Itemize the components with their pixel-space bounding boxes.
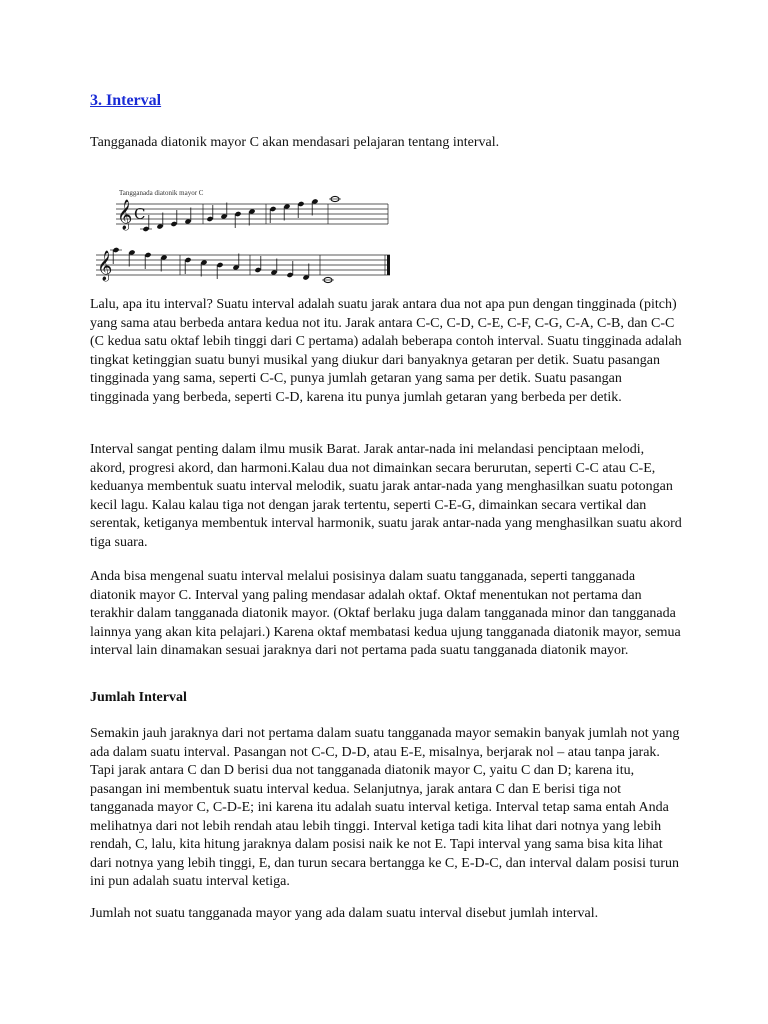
final-bar-line <box>387 255 390 275</box>
staff-ascending <box>116 196 388 232</box>
music-staff-image <box>90 186 400 286</box>
staff-descending <box>96 247 390 283</box>
score-caption: Tangganada diatonik mayor C <box>119 189 204 197</box>
time-signature: C <box>134 205 146 223</box>
paragraph-interval-octave: Anda bisa mengenal suatu interval melalui posisinya dalam suatu tangganada, seperti tangganada diatonik mayor C. Interval yang paling mendasar adalah oktaf. Oktaf menentukan not pertama dan terakhir dalam tangganada diatonik mayor. (Oktaf berlaku juga dalam tangganada minor dan tangganada lainnya yang akan kita pelajari.) Karena oktaf membatasi kedua ujung tangganada diatonik mayor, semua interval lain dinamakan sesuai jaraknya dari not pertama pada suatu tangganada diatonik mayor. <box>90 569 681 658</box>
treble-clef-icon: 𝄞 <box>97 251 113 281</box>
c-major-scale-score <box>90 186 400 286</box>
section-heading-link[interactable]: 3. Interval <box>90 92 162 109</box>
paragraph-interval-count: Semakin jauh jaraknya dari not pertama dalam suatu tangganada mayor semakin banyak jumlah not yang ada dalam suatu interval. Pasangan not C-C, D-D, atau E-E, misalnya, berjarak nol – atau tanpa jarak. Tapi jarak antara C dan D berisi dua not tangganada diatonik mayor C, yaitu C dan D; karena itu, pasangan ini membentuk suatu interval kedua. Selanjutnya, jarak antara C dan E berisi tiga not tangganada mayor C, C-D-E; ini karena itu adalah suatu interval ketiga. Interval tetap sama entah Anda melihatnya dari not lebih rendah atau lebih tinggi. Interval ketiga tadi kita lihat dari notnya yang lebih rendah, C, lalu, kita hitung jaraknya dalam posisi naik ke not E. Tapi interval yang sama bisa kita lihat dari notnya yang lebih tinggi, E, dan turun secara bertangga ke C, E-D-C, dan interval dalam posisi turun ini pun adalah suatu interval ketiga. <box>90 726 680 889</box>
treble-clef-icon: 𝄞 <box>117 200 133 230</box>
subheading-jumlah-interval: Jumlah Interval <box>90 690 187 705</box>
paragraph-interval-importance: Interval sangat penting dalam ilmu musik Barat. Jarak antar-nada ini melandasi penciptaan melodi, akord, progresi akord, dan harmoni.Kalau dua not dimainkan secara berurutan, seperti C-C atau C-E, keduanya membentuk suatu interval melodik, suatu jarak antar-nada yang menghasilkan suatu potongan kecil lagu. Kalau kalau tiga not dengan jarak tertentu, seperti C-E-G, dimainkan secara vertikal dan serentak, ketiganya membentuk interval harmonik, suatu jarak antar-nada yang menghasilkan suatu akord tiga suara. <box>90 442 682 550</box>
intro-paragraph: Tangganada diatonik mayor C akan mendasari pelajaran tentang interval. <box>90 135 500 150</box>
paragraph-interval-number: Jumlah not suatu tangganada mayor yang ada dalam suatu interval disebut jumlah interval. <box>90 906 599 921</box>
paragraph-interval-definition: Lalu, apa itu interval? Suatu interval adalah suatu jarak antara dua not apa pun dengan tingginada (pitch) yang sama atau berbeda antara kedua not itu. Jarak antara C-C, C-D, C-E, C-F, C-G, C-A, C-B, dan C-C (C kedua satu oktaf lebih tinggi dari C pertama) adalah beberapa contoh interval. Suatu tingginada adalah tingkat ketinggian suatu bunyi musikal yang diukur dari banyaknya getaran per detik. Suatu pasangan tingginada yang sama, seperti C-C, punya jumlah getaran yang sama per detik. Suatu pasangan tingginada yang berbeda, seperti C-D, karena itu punya jumlah getaran yang berbeda per detik. <box>90 297 682 405</box>
